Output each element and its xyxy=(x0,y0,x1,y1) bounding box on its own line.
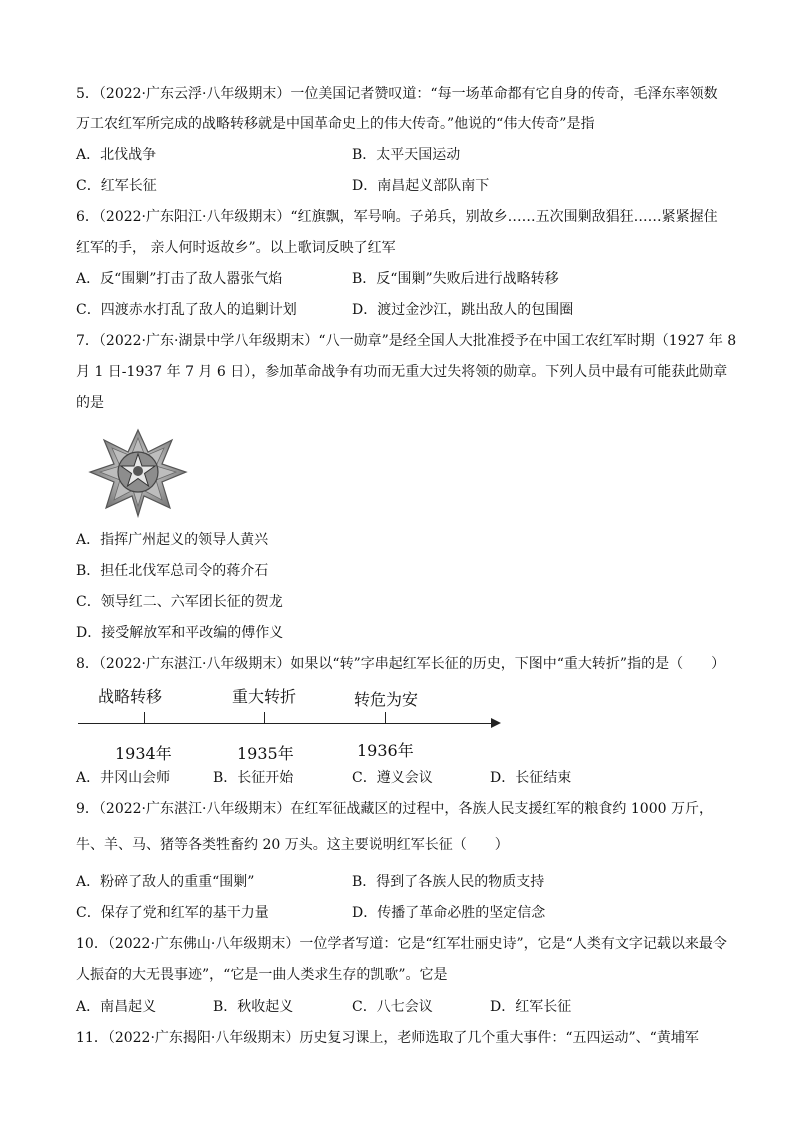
q10-stem-line1: 10．（2022·广东佛山·八年级期末）一位学者写道：它是“红军壮丽史诗”，它是“人类有文字记载以来最令 xyxy=(76,936,727,952)
q6-option-b: B．反“围剿”失败后进行战略转移 xyxy=(352,271,559,287)
q6-option-c: C．四渡赤水打乱了敌人的追剿计划 xyxy=(76,302,297,318)
medal-star-center xyxy=(133,466,143,476)
q5-stem-line1: 5．（2022·广东云浮·八年级期末）一位美国记者赞叹道：“每一场革命都有它自身的传奇，毛泽东率领数 xyxy=(76,86,718,102)
q11-stem-line1: 11．（2022·广东揭阳·八年级期末）历史复习课上，老师选取了几个重大事件：“五四运动”、“黄埔军 xyxy=(76,1030,699,1046)
q9-option-c: C．保存了党和红军的基干力量 xyxy=(76,905,269,921)
q10-option-a: A．南昌起义 xyxy=(76,999,157,1015)
q10-option-d: D．红军长征 xyxy=(490,999,572,1015)
q7-stem-line1: 7．（2022·广东·湖景中学八年级期末）“八一勋章”是经全国人大批准授予在中国工农红军时期（1927 年 8 xyxy=(76,333,737,349)
q8-stem-line1: 8．（2022·广东湛江·八年级期末）如果以“转”字串起红军长征的历史，下图中“重大转折”指的是（ ） xyxy=(76,656,726,672)
timeline-tick-2 xyxy=(264,712,265,723)
q7-option-c: C．领导红二、六军团长征的贺龙 xyxy=(76,594,283,610)
q10-option-c: C．八七会议 xyxy=(352,999,433,1015)
timeline-label-1: 战略转移 xyxy=(98,687,163,706)
q6-option-a: A．反“围剿”打击了敌人嚣张气焰 xyxy=(76,271,283,287)
timeline-arrow-icon xyxy=(491,718,501,728)
q7-option-b: B．担任北伐军总司令的蒋介石 xyxy=(76,563,269,579)
q5-option-c: C．红军长征 xyxy=(76,178,157,194)
q10-stem-line2: 人振奋的大无畏事迹”，“它是一曲人类求生存的凯歌”。它是 xyxy=(76,967,448,983)
q9-stem-line1: 9．（2022·广东湛江·八年级期末）在红军征战藏区的过程中，各族人民支援红军的粮食约 1000 万斤， xyxy=(76,801,713,817)
q8-option-a: A．井冈山会师 xyxy=(76,770,171,786)
q8-option-c: C．遵义会议 xyxy=(352,770,433,786)
q5-stem-line2: 万工农红军所完成的战略转移就是中国革命史上的伟大传奇。”他说的“伟大传奇”是指 xyxy=(76,116,595,132)
timeline-axis xyxy=(78,723,496,724)
q5-option-d: D．南昌起义部队南下 xyxy=(352,178,490,194)
q7-option-a: A．指挥广州起义的领导人黄兴 xyxy=(76,532,269,548)
timeline-tick-3 xyxy=(385,712,386,723)
q5-option-a: A．北伐战争 xyxy=(76,147,157,163)
q9-option-a: A．粉碎了敌人的重重“围剿” xyxy=(76,874,255,890)
bayi-medal-image xyxy=(86,428,190,518)
q7-option-d: D．接受解放军和平改编的傅作义 xyxy=(76,625,284,641)
q9-stem-line2: 牛、羊、马、猪等各类牲畜约 20 万头。这主要说明红军长征（ ） xyxy=(76,837,509,853)
q6-stem-line2: 红军的手， 亲人何时返故乡”。以上歌词反映了红军 xyxy=(76,240,396,256)
q6-option-d: D．渡过金沙江，跳出敌人的包围圈 xyxy=(352,302,574,318)
timeline-label-2: 重大转折 xyxy=(232,687,297,706)
q9-option-d: D．传播了革命必胜的坚定信念 xyxy=(352,905,546,921)
q8-option-b: B．长征开始 xyxy=(213,770,294,786)
timeline-year-1: 1934年 xyxy=(115,744,172,763)
timeline-tick-1 xyxy=(144,712,145,723)
timeline-year-2: 1935年 xyxy=(237,744,294,763)
q5-option-b: B．太平天国运动 xyxy=(352,147,461,163)
timeline-label-3: 转危为安 xyxy=(354,690,419,709)
timeline-year-3: 1936年 xyxy=(357,741,414,760)
q7-stem-line3: 的是 xyxy=(76,395,104,411)
q7-stem-line2: 月 1 日-1937 年 7 月 6 日），参加革命战争有功而无重大过失将领的勋章。下列人员中最有可能获此勋章 xyxy=(76,364,728,380)
q9-option-b: B．得到了各族人民的物质支持 xyxy=(352,874,545,890)
q10-option-b: B．秋收起义 xyxy=(213,999,294,1015)
q8-option-d: D．长征结束 xyxy=(490,770,572,786)
q6-stem-line1: 6．（2022·广东阳江·八年级期末）“红旗飘，军号响。子弟兵，别故乡……五次围剿敌猖狂……紧紧握住 xyxy=(76,209,718,225)
